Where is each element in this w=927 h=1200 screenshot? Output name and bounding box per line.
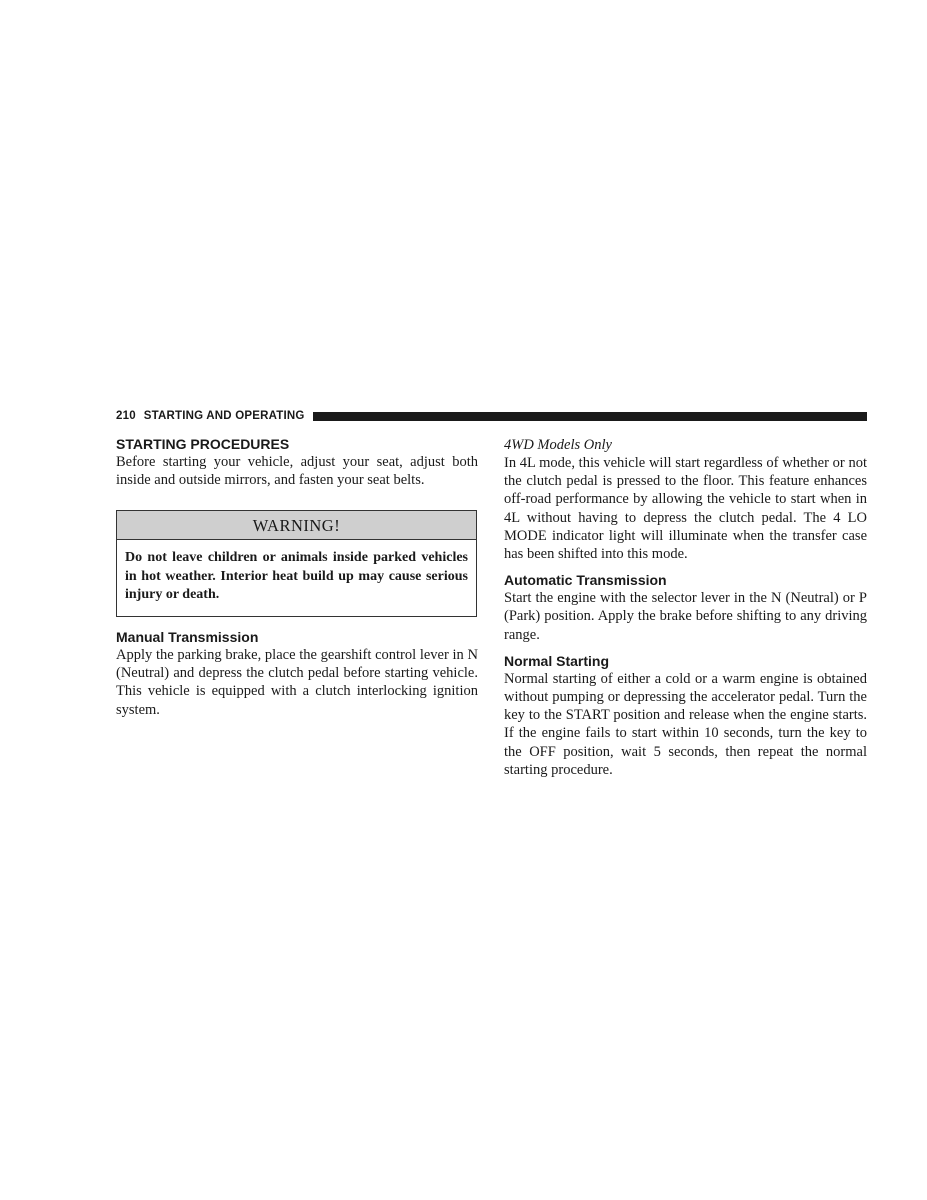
page-number: 210	[116, 410, 136, 422]
page-header	[116, 409, 867, 423]
automatic-transmission-heading: Automatic Transmission	[504, 572, 667, 589]
manual-transmission-text: Apply the parking brake, place the gearshift control lever in N (Neutral) and depress the clutch pedal before starting vehicle. This vehicle is equipped with a clutch interlocking ignition system.	[116, 646, 478, 718]
section-title: STARTING AND OPERATING	[143, 410, 305, 422]
starting-procedures-intro: Before starting your vehicle, adjust your seat, adjust both inside and outside mirrors, and fasten your seat belts.	[116, 454, 478, 489]
automatic-transmission-text: Start the engine with the selector lever in the N (Neutral) or P (Park) position. Apply the brake before shifting to any driving range.	[504, 590, 867, 643]
right-column	[504, 436, 867, 779]
warning-title: WARNING!	[117, 511, 476, 540]
starting-procedures-heading: STARTING PROCEDURES	[116, 436, 290, 452]
normal-starting-heading: Normal Starting	[504, 652, 610, 669]
fourwd-text: In 4L mode, this vehicle will start regardless of whether or not the clutch pedal is pressed to the floor. This feature enhances off-road performance by allowing the vehicle to start when in 4L without having to depress the clutch pedal. The 4 LO MODE indicator light will illuminate when the transfer case has been shifted into this mode.	[504, 455, 867, 563]
fourwd-heading: 4WD Models Only	[504, 437, 612, 453]
warning-box	[116, 510, 477, 617]
normal-starting-text: Normal starting of either a cold or a warm engine is obtained without pumping or depressing the accelerator pedal. Turn the key to the START position and release when the engine starts. If the engine fails to start within 10 seconds, turn the key to the OFF position, wait 5 seconds, then repeat the normal starting procedure.	[504, 670, 867, 778]
manual-transmission-heading: Manual Transmission	[116, 628, 259, 645]
left-column	[116, 436, 478, 719]
warning-text: Do not leave children or animals inside parked vehicles in hot weather. Interior heat build up may cause serious injury or death.	[125, 550, 468, 603]
header-rule	[313, 412, 867, 421]
